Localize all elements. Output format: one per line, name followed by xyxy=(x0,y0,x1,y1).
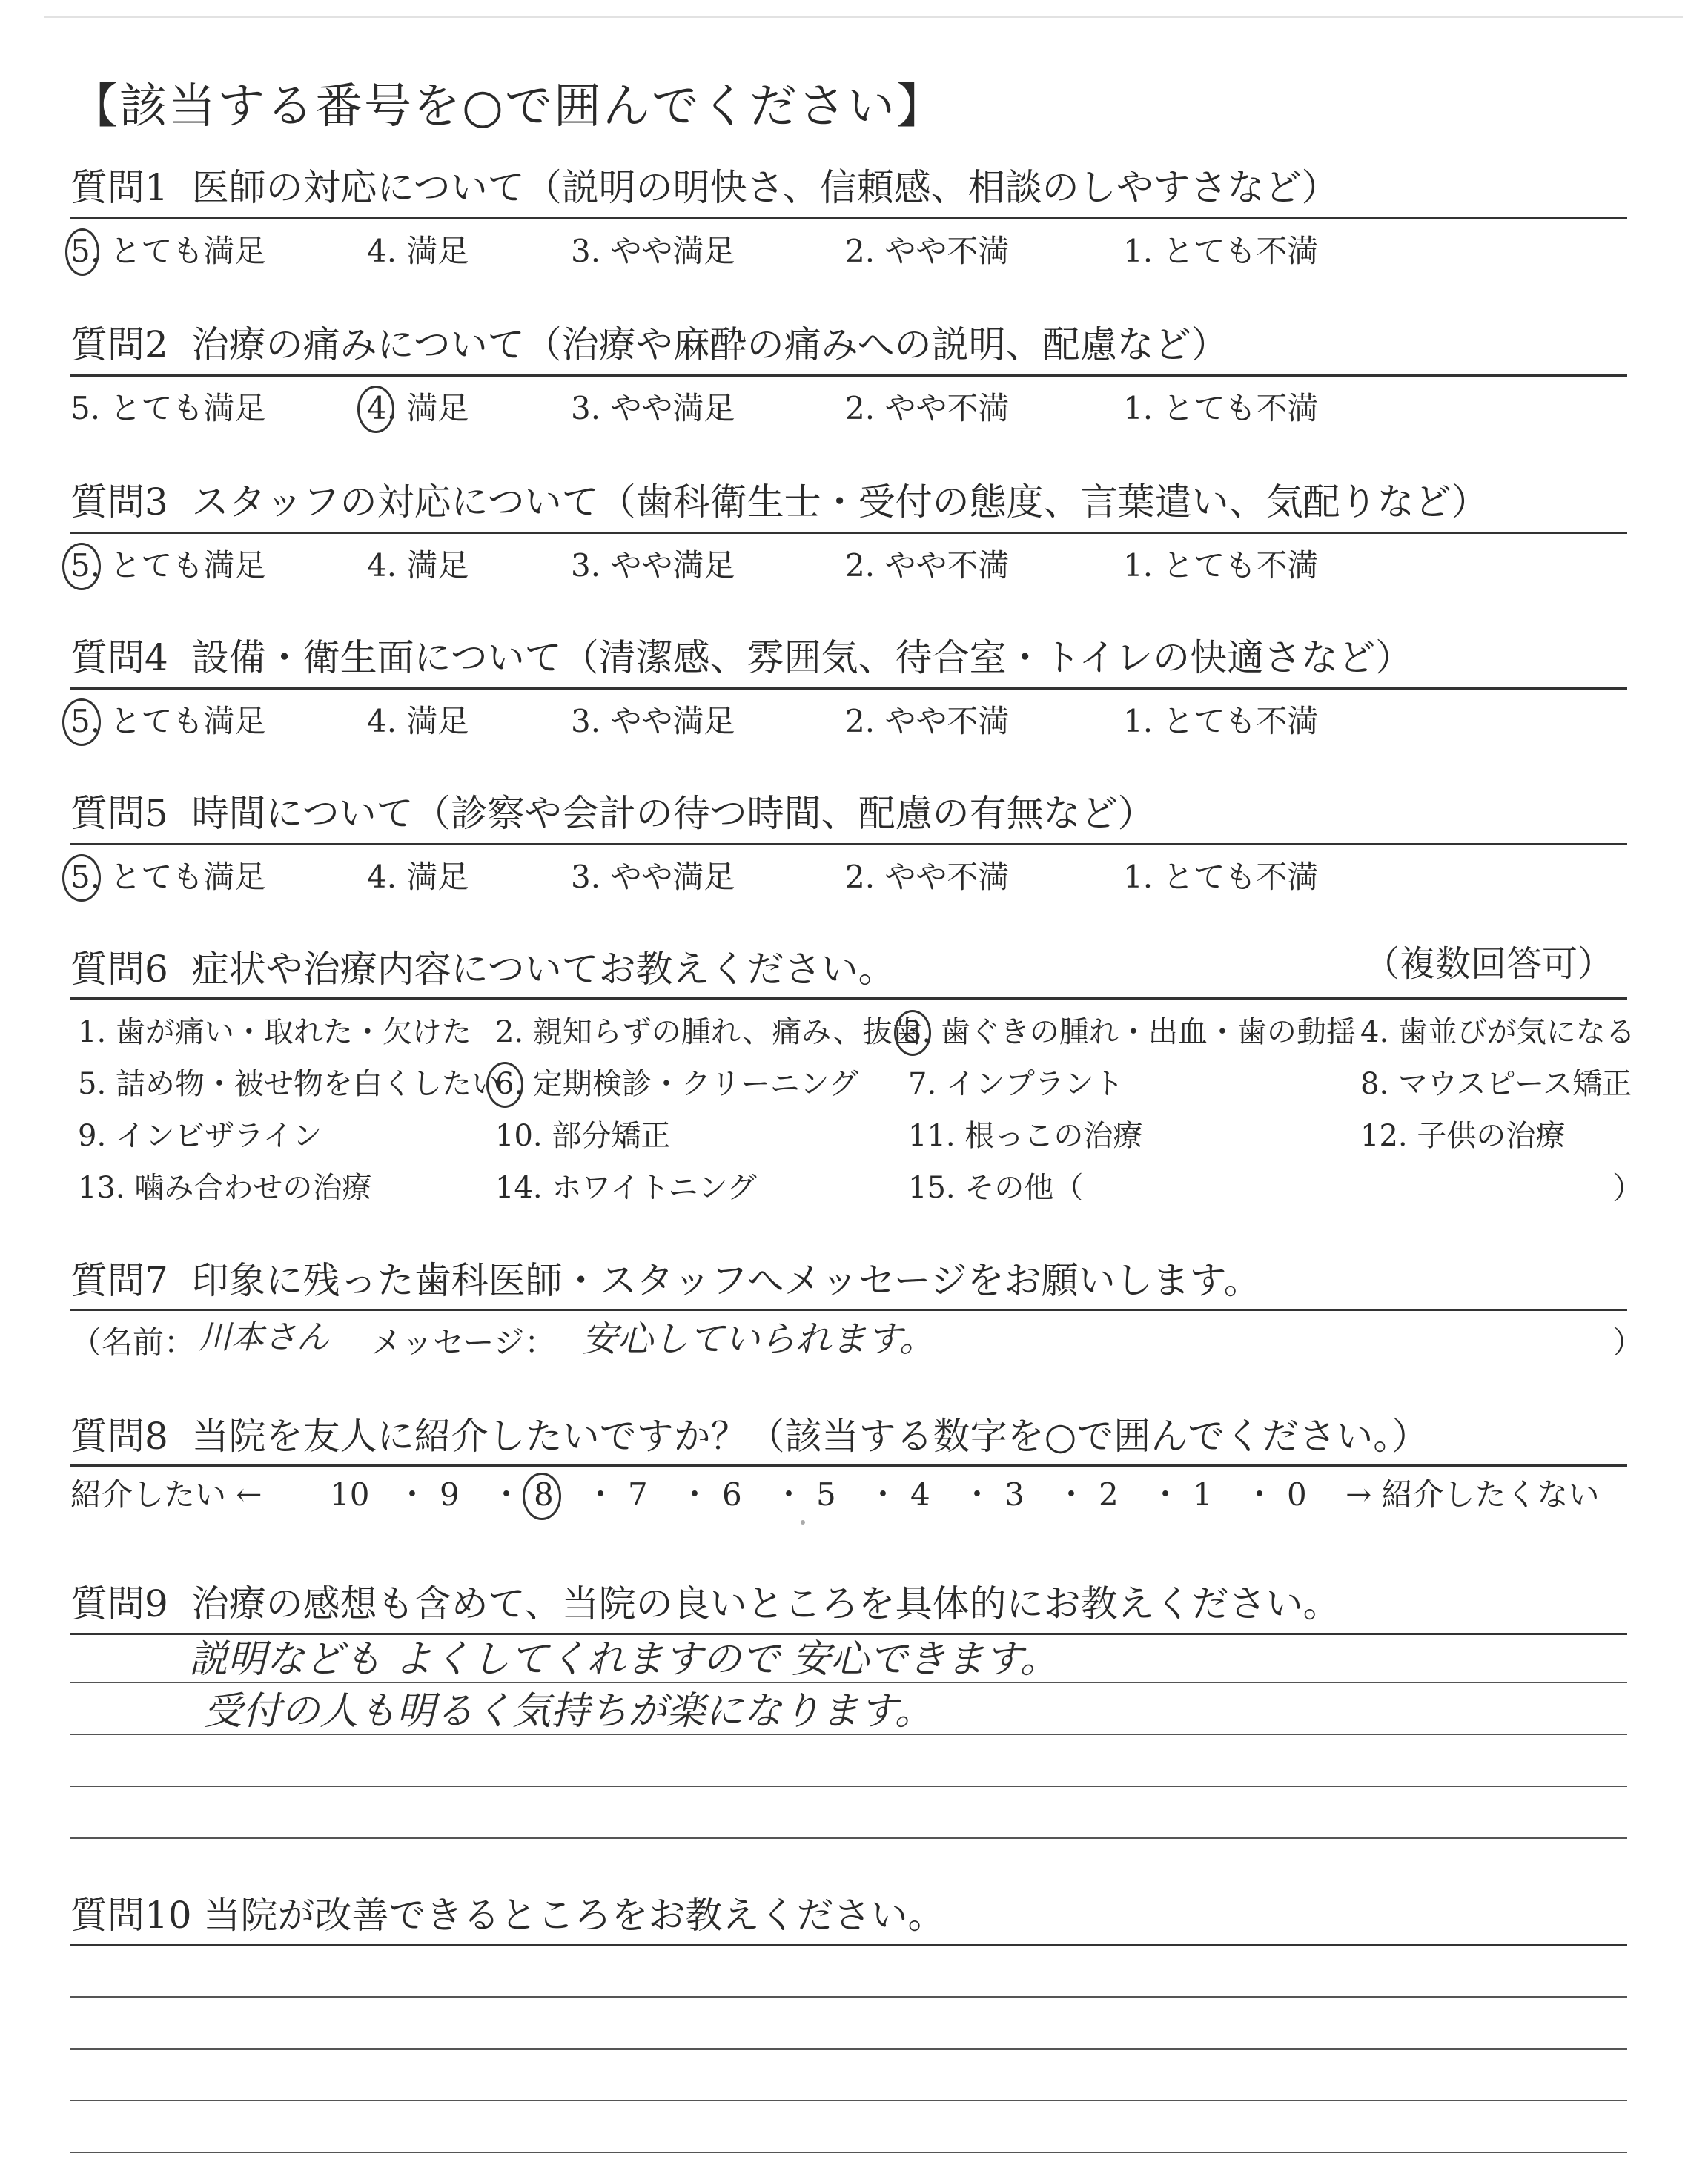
question-label: 質問1 xyxy=(70,166,168,209)
scale-sep: ・ xyxy=(867,1476,899,1513)
question-label: 質問6 xyxy=(70,948,168,991)
answer-circle xyxy=(523,1473,561,1520)
question-label: 質問7 xyxy=(70,1259,168,1302)
writing-line xyxy=(70,2048,1627,2050)
scale-10[interactable]: 10 xyxy=(330,1476,370,1513)
answer-circle xyxy=(486,1062,523,1108)
q6-option-10[interactable]: 10. 部分矯正 xyxy=(495,1119,671,1153)
writing-line xyxy=(70,1682,1627,1683)
divider xyxy=(70,532,1627,534)
question-7 xyxy=(70,1259,1261,1302)
question-label: 質問9 xyxy=(70,1582,168,1625)
scale-2[interactable]: 2 xyxy=(1099,1476,1119,1513)
q4-option-1[interactable]: 1. とても不満 xyxy=(1123,703,1319,739)
scale-1[interactable]: 1 xyxy=(1193,1476,1213,1513)
answer-circle xyxy=(894,1010,931,1056)
q3-option-5[interactable]: 5. とても満足 xyxy=(70,547,266,584)
writing-line xyxy=(70,2100,1627,2101)
name-label: （名前： xyxy=(70,1324,196,1361)
q5-option-1[interactable]: 1. とても不満 xyxy=(1123,859,1319,895)
message-label: メッセージ： xyxy=(371,1324,556,1361)
scale-8[interactable]: 8 xyxy=(534,1476,554,1513)
page-title: 【該当する番号を○で囲んでください】 xyxy=(70,79,945,134)
q2-option-5[interactable]: 5. とても満足 xyxy=(70,390,266,426)
answer-circle xyxy=(62,543,101,590)
scale-sep: ・ xyxy=(1056,1476,1088,1513)
scale-4[interactable]: 4 xyxy=(910,1476,930,1513)
q3-option-1[interactable]: 1. とても不満 xyxy=(1123,547,1319,584)
scale-sep: ・ xyxy=(1244,1476,1276,1513)
divider xyxy=(70,1309,1627,1311)
question-label: 質問2 xyxy=(70,323,168,366)
q6-option-12[interactable]: 12. 子供の治療 xyxy=(1360,1119,1566,1153)
question-text: 印象に残った歯科医師・スタッフへメッセージをお願いします。 xyxy=(191,1259,1261,1302)
divider xyxy=(70,1633,1627,1635)
answer-circle xyxy=(62,698,101,746)
q4-option-2[interactable]: 2. やや不満 xyxy=(845,703,1010,739)
scale-0[interactable]: 0 xyxy=(1287,1476,1307,1513)
scale-3[interactable]: 3 xyxy=(1004,1476,1025,1513)
question-text: 設備・衛生面について（清潔感、雰囲気、待合室・トイレの快適さなど） xyxy=(191,636,1413,679)
question-text: 当院を友人に紹介したいですか？（該当する数字を○で囲んでください。） xyxy=(191,1415,1429,1458)
divider xyxy=(70,1944,1627,1946)
scale-sep: ・ xyxy=(773,1476,805,1513)
close-paren: ） xyxy=(1612,1170,1644,1206)
scale-sep: ・ xyxy=(491,1476,523,1513)
question-8 xyxy=(70,1415,1429,1458)
q5-option-3[interactable]: 3. やや満足 xyxy=(571,859,735,895)
question-label: 質問8 xyxy=(70,1415,168,1458)
divider xyxy=(70,217,1627,219)
scale-sep: ・ xyxy=(397,1476,428,1513)
scale-left-label: 紹介したい ← xyxy=(70,1476,262,1513)
scale-5[interactable]: 5 xyxy=(816,1476,836,1513)
question-text: 時間について（診察や会計の待つ時間、配慮の有無など） xyxy=(191,792,1155,835)
scale-9[interactable]: 9 xyxy=(440,1476,460,1513)
question-10 xyxy=(70,1894,945,1937)
question-label: 質問3 xyxy=(70,480,168,524)
q6-option-3[interactable]: 3. 歯ぐきの腫れ・出血・歯の動揺 xyxy=(903,1015,1356,1049)
question-3 xyxy=(70,480,1489,524)
question-label: 質問5 xyxy=(70,792,168,835)
q1-option-5[interactable]: 5. とても満足 xyxy=(70,233,266,269)
question-1 xyxy=(70,166,1339,209)
q6-option-15[interactable]: 15. その他（ xyxy=(908,1171,1084,1205)
divider xyxy=(70,687,1627,690)
question-label: 質問4 xyxy=(70,636,168,679)
q5-option-4[interactable]: 4. 満足 xyxy=(367,859,469,895)
scale-right-label: → 紹介したくない xyxy=(1345,1476,1600,1513)
answer-line-1[interactable]: 説明なども よくしてくれますので 安心できます。 xyxy=(189,1637,1059,1682)
q3-option-4[interactable]: 4. 満足 xyxy=(367,547,469,584)
q4-option-4[interactable]: 4. 満足 xyxy=(367,703,469,739)
speck xyxy=(801,1520,805,1525)
q6-option-7[interactable]: 7. インプラント xyxy=(908,1067,1124,1101)
answer-circle xyxy=(357,386,394,433)
answer-circle xyxy=(65,228,99,276)
answer-circle xyxy=(62,854,101,902)
divider xyxy=(70,997,1627,1000)
writing-line xyxy=(70,1996,1627,1998)
q3-option-2[interactable]: 2. やや不満 xyxy=(845,547,1010,584)
q1-option-2[interactable]: 2. やや不満 xyxy=(845,233,1010,269)
close-paren: ） xyxy=(1612,1324,1644,1361)
q2-option-3[interactable]: 3. やや満足 xyxy=(571,390,735,426)
question-9 xyxy=(70,1582,1340,1625)
q6-option-2[interactable]: 2. 親知らずの腫れ、痛み、抜歯 xyxy=(495,1015,922,1049)
q1-option-3[interactable]: 3. やや満足 xyxy=(571,233,735,269)
q2-option-4[interactable]: 4. 満足 xyxy=(367,390,469,426)
name-value[interactable]: 川本さん xyxy=(199,1318,329,1356)
question-6 xyxy=(70,948,896,991)
q6-option-13[interactable]: 13. 噛み合わせの治療 xyxy=(78,1171,372,1205)
q6-option-4[interactable]: 4. 歯並びが気になる xyxy=(1360,1015,1635,1049)
answer-line-2[interactable]: 受付の人も明るく気持ちが楽になります。 xyxy=(204,1689,933,1734)
q6-option-9[interactable]: 9. インビザライン xyxy=(78,1119,322,1153)
top-edge-line xyxy=(44,16,1683,18)
question-text: 症状や治療内容についてお教えください。 xyxy=(191,948,896,991)
message-value[interactable]: 安心していられます。 xyxy=(582,1318,936,1360)
question-5 xyxy=(70,792,1155,835)
question-label: 質問10 xyxy=(70,1894,192,1937)
scale-sep: ・ xyxy=(961,1476,993,1513)
scale-sep: ・ xyxy=(585,1476,617,1513)
q3-option-3[interactable]: 3. やや満足 xyxy=(571,547,735,584)
divider xyxy=(70,374,1627,377)
q6-option-11[interactable]: 11. 根っこの治療 xyxy=(908,1119,1143,1153)
q4-option-5[interactable]: 5. とても満足 xyxy=(70,703,266,739)
scale-7[interactable]: 7 xyxy=(628,1476,648,1513)
question-text: 治療の痛みについて（治療や麻酔の痛みへの説明、配慮など） xyxy=(191,323,1228,366)
scale-sep: ・ xyxy=(1150,1476,1182,1513)
multiple-answers-note: （複数回答可） xyxy=(1364,943,1614,985)
q6-option-1[interactable]: 1. 歯が痛い・取れた・欠けた xyxy=(78,1015,471,1049)
q2-option-1[interactable]: 1. とても不満 xyxy=(1123,390,1319,426)
q2-option-2[interactable]: 2. やや不満 xyxy=(845,390,1010,426)
q5-option-2[interactable]: 2. やや不満 xyxy=(845,859,1010,895)
question-2 xyxy=(70,323,1228,366)
question-text: 当院が改善できるところをお教えください。 xyxy=(203,1894,945,1937)
divider xyxy=(70,843,1627,845)
writing-line xyxy=(70,1837,1627,1839)
writing-line xyxy=(70,1734,1627,1735)
writing-line xyxy=(70,2152,1627,2153)
q1-option-4[interactable]: 4. 満足 xyxy=(367,233,469,269)
question-text: 医師の対応について（説明の明快さ、信頼感、相談のしやすさなど） xyxy=(191,166,1339,209)
scale-6[interactable]: 6 xyxy=(722,1476,742,1513)
q6-option-6[interactable]: 6. 定期検診・クリーニング xyxy=(495,1067,859,1101)
q1-option-1[interactable]: 1. とても不満 xyxy=(1123,233,1319,269)
question-text: 治療の感想も含めて、当院の良いところを具体的にお教えください。 xyxy=(191,1582,1340,1625)
q6-option-5[interactable]: 5. 詰め物・被せ物を白くしたい xyxy=(78,1067,501,1101)
q6-option-14[interactable]: 14. ホワイトニング xyxy=(495,1171,757,1205)
writing-line xyxy=(70,1786,1627,1787)
scale-sep: ・ xyxy=(679,1476,711,1513)
question-4 xyxy=(70,636,1413,679)
referral-scale xyxy=(70,1476,1635,1516)
q5-option-5[interactable]: 5. とても満足 xyxy=(70,859,266,895)
q4-option-3[interactable]: 3. やや満足 xyxy=(571,703,735,739)
divider xyxy=(70,1464,1627,1467)
question-text: スタッフの対応について（歯科衛生士・受付の態度、言葉遣い、気配りなど） xyxy=(191,480,1489,524)
q6-option-8[interactable]: 8. マウスピース矯正 xyxy=(1360,1067,1632,1101)
